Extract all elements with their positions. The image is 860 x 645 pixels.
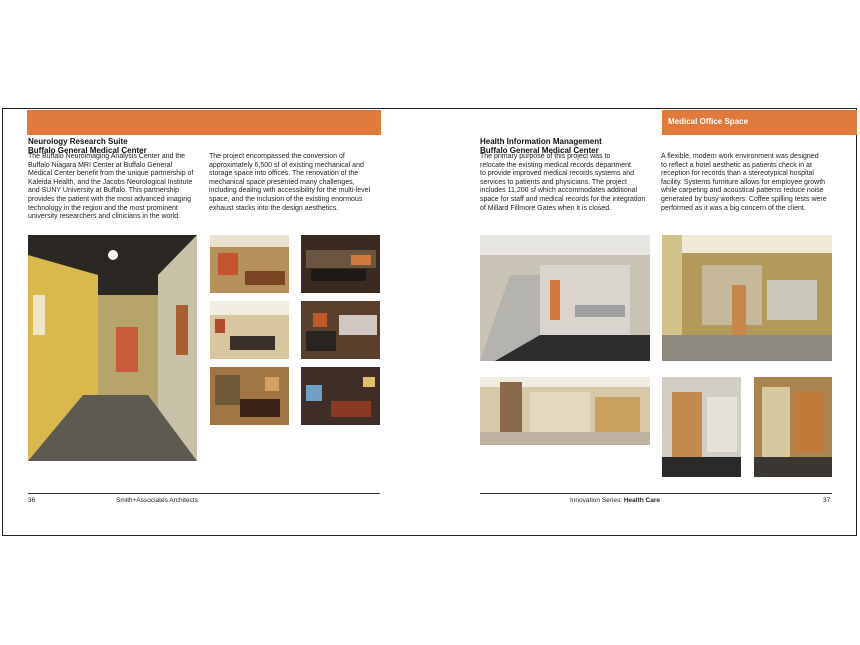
- footer-series-bold: Health Care: [623, 497, 660, 504]
- left-title-line1: Neurology Research Suite: [28, 137, 128, 146]
- right-footer-rule: [480, 493, 832, 494]
- left-paragraph-2: The project encompassed the conversion of approximately 6,500 sf of existing mechanical and storage space into offices. The renovation of the mechanical space presented many challenges, including dealing with accessibility for the multi-level space, and the inclusion of the existing enormous exhaust stacks into the design aesthetics.: [209, 153, 371, 212]
- records-corridor-photo: [480, 235, 650, 361]
- right-title-line1: Health Information Management: [480, 137, 602, 146]
- reception-photo: [662, 235, 832, 361]
- office-photo-1: [210, 235, 289, 293]
- office-photo-2: [301, 235, 380, 293]
- office-photo-5: [210, 367, 289, 425]
- right-paragraph-1: The primary purpose of this project was to relocate the existing medical records department to provide improved medical records systems and services to patients and physicians. The project includes 11,200 sf which accommodates additional space for staff and medical records for the integration of Millard Fillmore Gates when it is closed.: [480, 153, 646, 212]
- right-paragraph-2: A flexible, modern work environment was designed to reflect a hotel aesthetic as patients check in at reception for records than a stereotypical hospital facility. Systems furniture allows for employee growth while carpeting and acoustical patterns reduce noise generated by busy workers. Coffee spilling tests were performed as it was a big concern of the client.: [661, 153, 827, 212]
- left-footer-rule: [28, 493, 380, 494]
- left-orange-band: [27, 110, 381, 135]
- right-page-number: 37: [823, 497, 831, 504]
- right-footer-text: [570, 497, 660, 504]
- office-photo-6: [301, 367, 380, 425]
- office-photo-3: [210, 301, 289, 359]
- lobby-photo: [480, 377, 650, 445]
- office-photo-4: [301, 301, 380, 359]
- entry-photo: [754, 377, 832, 477]
- glass-door-photo: [662, 377, 741, 477]
- section-label: Medical Office Space: [668, 117, 749, 126]
- right-title-line2: Buffalo General Medical Center: [480, 146, 599, 155]
- corridor-photo: [28, 235, 197, 461]
- left-footer-text: Smith+Associates Architects: [116, 497, 198, 504]
- left-page-number: 36: [28, 497, 36, 504]
- left-paragraph-1: The Buffalo Neuroimaging Analysis Center and the Buffalo Niagara MRI Center at Buffalo General Medical Center benefit from the unique partnership of Kaleida Health, and the Jacobs Neurological Institute and SUNY University at Buffalo. This partnership provides the patient with the most advanced imaging technology in the region and the most prominent university researchers and clinicians in the world.: [28, 153, 194, 221]
- footer-series: Innovation Series:: [570, 497, 624, 504]
- left-title-line2: Buffalo General Medical Center: [28, 146, 147, 155]
